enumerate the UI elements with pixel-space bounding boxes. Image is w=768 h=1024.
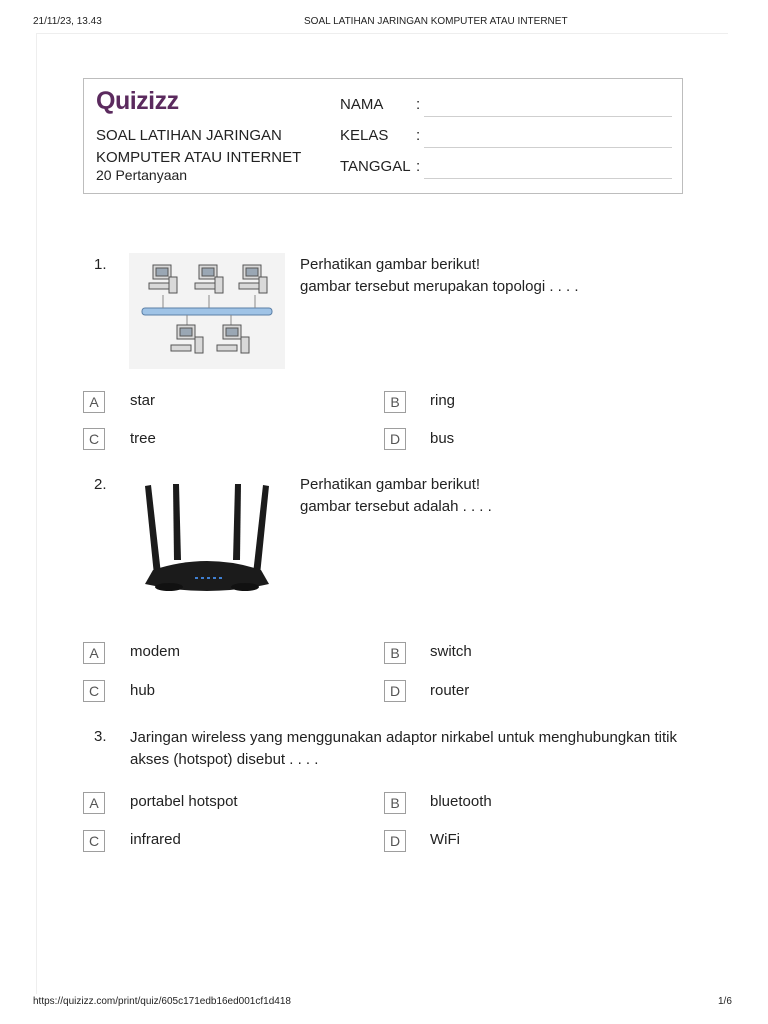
field-colon: : xyxy=(416,96,421,113)
option-text: tree xyxy=(130,430,156,447)
option-letter-box: B xyxy=(384,642,406,664)
print-url: https://quizizz.com/print/quiz/605c171edb16ed001cf1d418 xyxy=(33,996,291,1007)
option-letter-box: C xyxy=(83,830,105,852)
field-colon: : xyxy=(416,158,421,175)
option-text: router xyxy=(430,682,470,699)
question-number: 3. xyxy=(94,728,107,745)
option-text: infrared xyxy=(130,831,181,848)
field-line-nama xyxy=(424,116,672,117)
option-text: bluetooth xyxy=(430,793,492,810)
question-text-line: Perhatikan gambar berikut! xyxy=(300,476,481,493)
field-line-tanggal xyxy=(424,178,672,179)
quizizz-logo: Quizizz xyxy=(96,87,179,115)
quiz-header-card xyxy=(83,78,683,194)
print-datetime: 21/11/23, 13.43 xyxy=(33,16,102,27)
question-text-line: gambar tersebut merupakan topologi . . . . xyxy=(300,278,579,295)
page-top-rule xyxy=(36,33,728,34)
option-letter-box: D xyxy=(384,428,406,450)
question-number: 1. xyxy=(94,256,107,273)
option-text: switch xyxy=(430,643,472,660)
option-text: portabel hotspot xyxy=(130,793,238,810)
option-letter-box: A xyxy=(83,642,105,664)
option-letter-box: D xyxy=(384,830,406,852)
page-left-rule xyxy=(36,34,37,994)
option-text: bus xyxy=(430,430,455,447)
bus-topology-diagram-icon xyxy=(129,253,285,369)
question-number: 2. xyxy=(94,476,107,493)
question-text-line: Perhatikan gambar berikut! xyxy=(300,256,481,273)
option-letter-box: C xyxy=(83,680,105,702)
option-letter-box: A xyxy=(83,391,105,413)
field-line-kelas xyxy=(424,147,672,148)
field-colon: : xyxy=(416,127,421,144)
option-text: star xyxy=(130,392,156,409)
option-letter-box: A xyxy=(83,792,105,814)
question-text-line: gambar tersebut adalah . . . . xyxy=(300,498,492,515)
field-label-kelas: KELAS xyxy=(340,127,389,144)
option-text: modem xyxy=(130,643,181,660)
field-label-nama: NAMA xyxy=(340,96,384,113)
option-text: WiFi xyxy=(430,831,460,848)
print-page-number: 1/6 xyxy=(718,996,732,1007)
option-letter-box: B xyxy=(384,391,406,413)
field-label-tanggal: TANGGAL xyxy=(340,158,411,175)
option-text: hub xyxy=(130,682,156,699)
print-title: SOAL LATIHAN JARINGAN KOMPUTER ATAU INTERNET xyxy=(304,16,568,27)
option-text: ring xyxy=(430,392,456,409)
wireless-router-icon xyxy=(129,474,285,614)
option-letter-box: C xyxy=(83,428,105,450)
question-count: 20 Pertanyaan xyxy=(96,167,188,183)
quiz-title: SOAL LATIHAN JARINGAN KOMPUTER ATAU INTERNET xyxy=(96,127,302,166)
question-text: Jaringan wireless yang menggunakan adaptor nirkabel untuk menghubungkan titik akses (hotspot) disebut . . . . xyxy=(130,729,678,768)
option-letter-box: D xyxy=(384,680,406,702)
option-letter-box: B xyxy=(384,792,406,814)
